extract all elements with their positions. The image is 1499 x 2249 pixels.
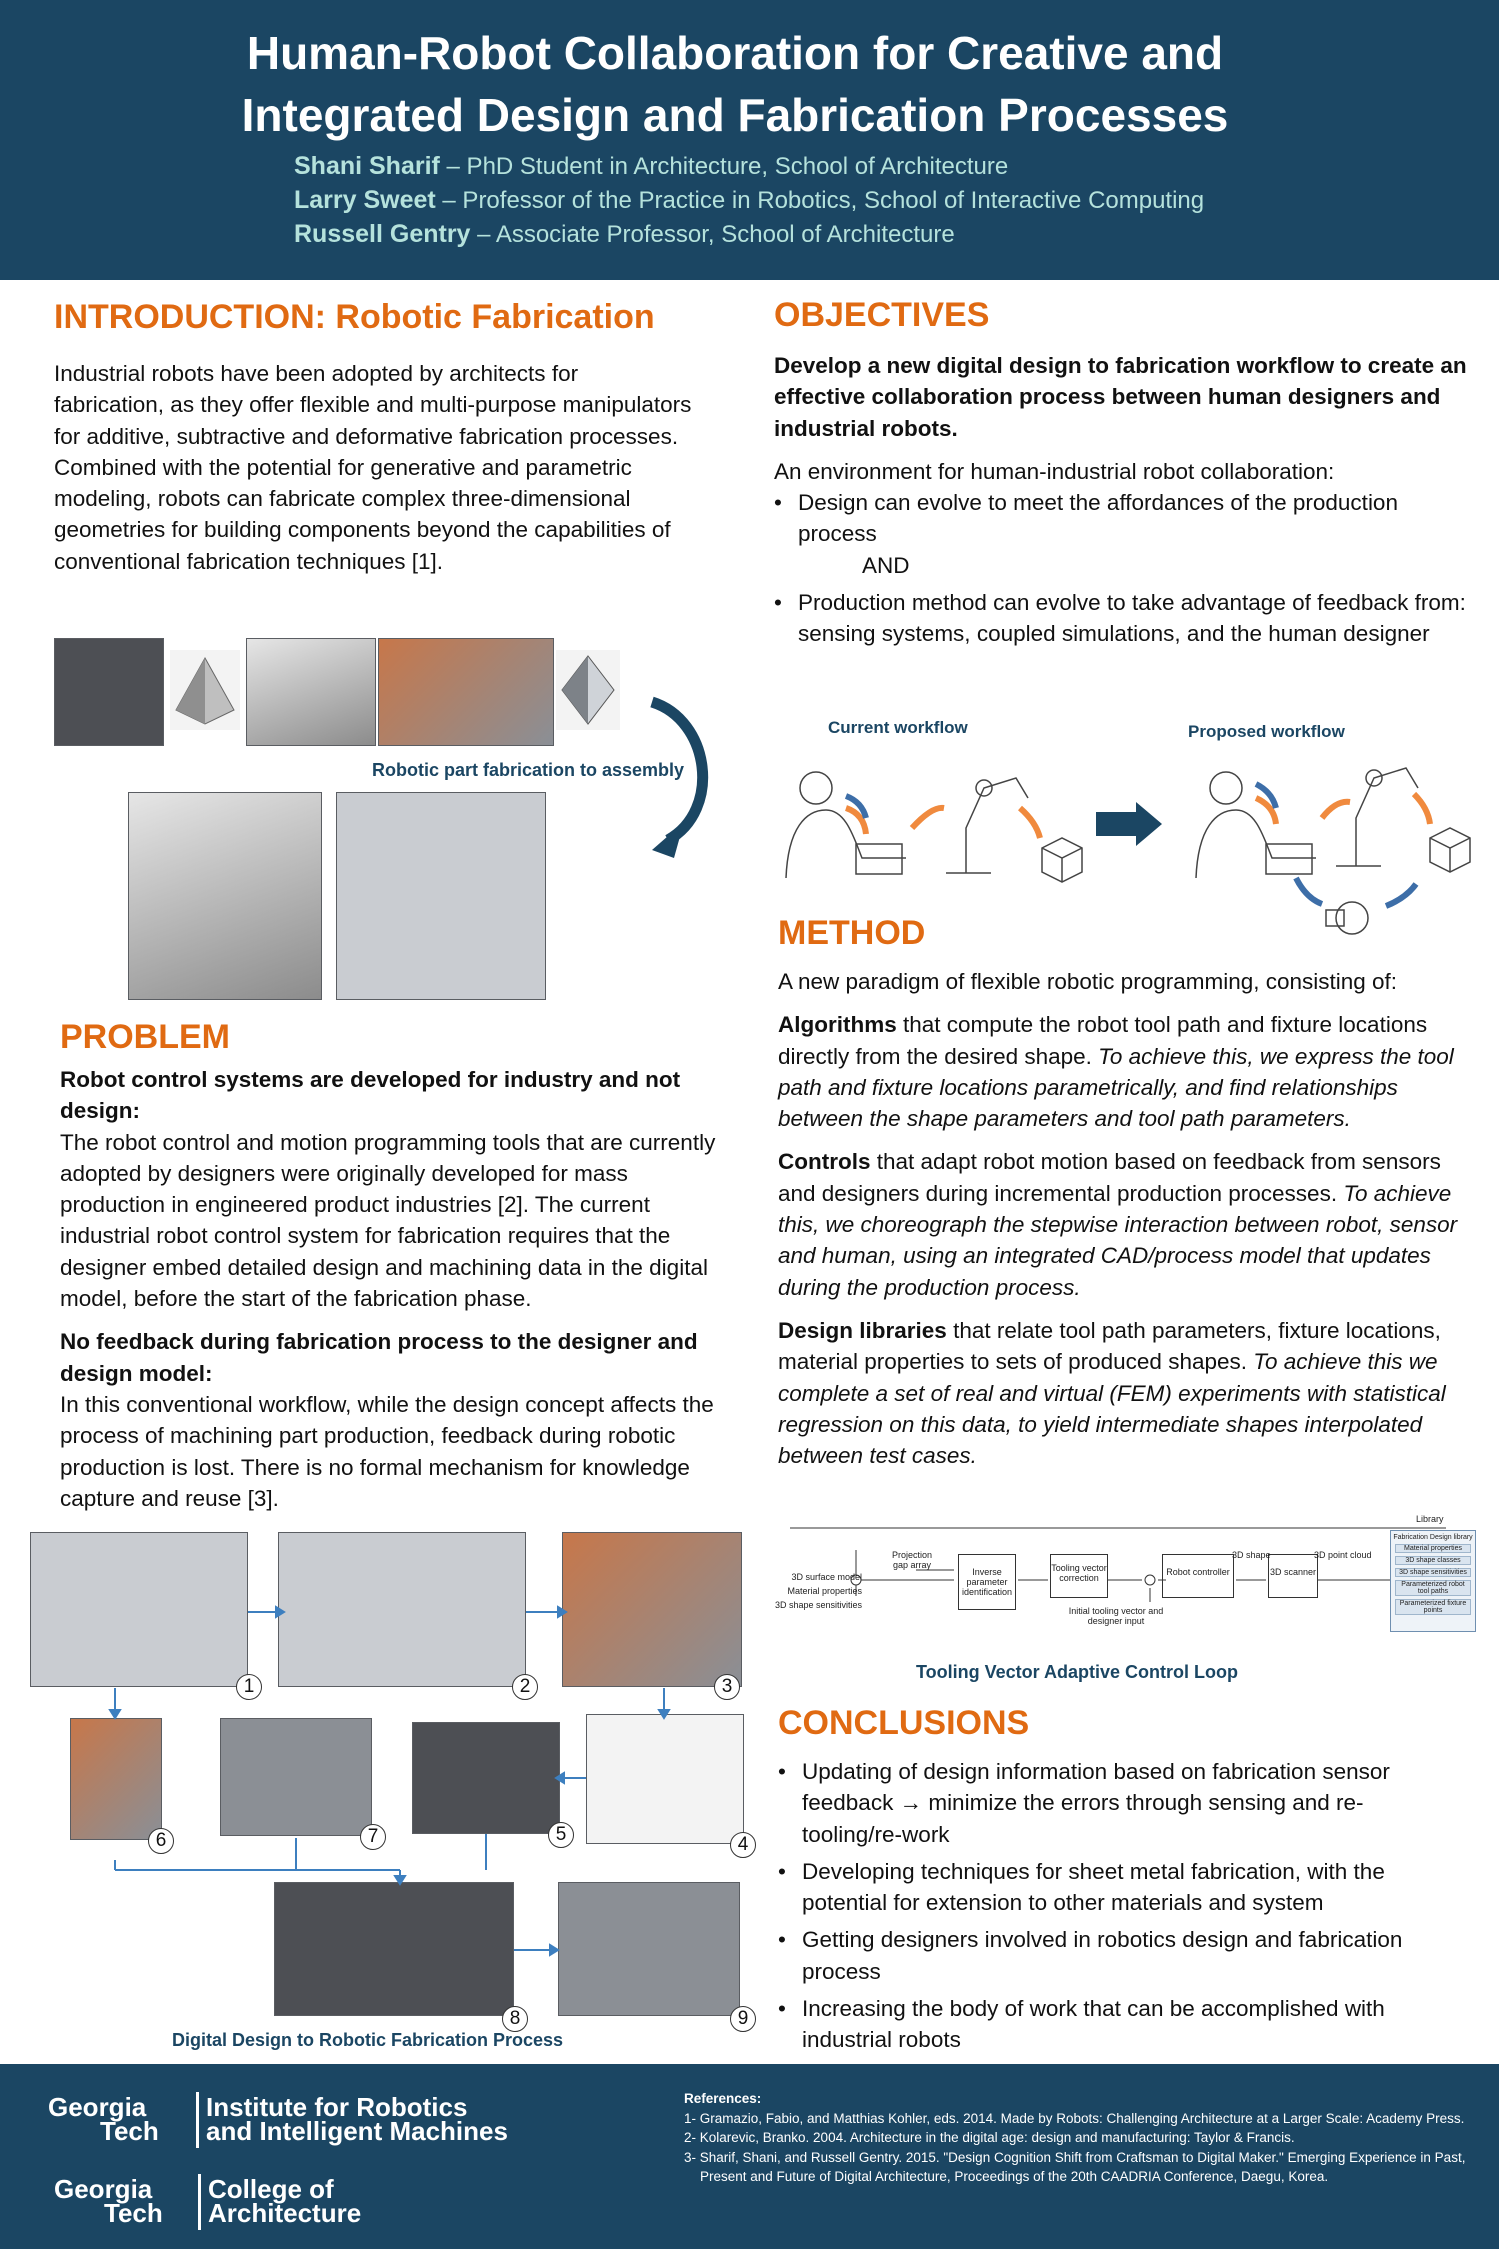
process-step-number-3: 3	[714, 1674, 740, 1700]
author-role: – PhD Student in Architecture, School of Architecture	[439, 153, 1009, 180]
objectives-bold-statement: Develop a new digital design to fabrication workflow to create an effective collaboration process between human designers and industrial robots.	[774, 353, 1467, 441]
library-box-title: Fabrication Design library	[1393, 1534, 1473, 1541]
library-box	[1390, 1530, 1476, 1632]
objectives-body	[774, 350, 1474, 656]
author-1	[294, 152, 1008, 181]
title-line-2: Integrated Design and Fabrication Processes	[241, 89, 1229, 141]
author-name: Shani Sharif	[294, 152, 440, 180]
author-role: – Professor of the Practice in Robotics, School of Interactive Computing	[435, 187, 1205, 214]
problem-paragraph-1: The robot control and motion programming tools that are currently adopted by designers were originally developed for mass production in engineered product industries [2]. The current industrial robot control system for fabrication requires that the designer embed detailed design and machining data in the digital model, before the start of the fabrication phase.	[60, 1129, 716, 1312]
conclusions-list	[778, 1756, 1458, 2056]
input-surface-model: 3D surface model	[791, 1572, 862, 1582]
control-loop-lines	[766, 1510, 1486, 1660]
reference-1: 1- Gramazio, Fabio, and Matthias Kohler, eds. 2014. Made by Robots: Challenging Architecture at a Larger Scale: Academy Press.	[684, 2110, 1465, 2126]
current-workflow-label: Current workflow	[828, 718, 968, 737]
logo-text: Georgia	[54, 2174, 153, 2204]
logo-text: Institute for Robotics	[206, 2092, 468, 2122]
references	[684, 2089, 1484, 2187]
robot-controller-box: Robot controller	[1162, 1554, 1234, 1598]
logo-divider	[196, 2092, 199, 2148]
objectives-list	[774, 487, 1474, 649]
poster-title	[140, 22, 1330, 146]
problem-body	[60, 1064, 730, 1526]
projection-gap-label: Projection gap array	[891, 1550, 933, 1570]
objectives-title: OBJECTIVES	[774, 296, 990, 334]
logo-divider	[198, 2174, 201, 2230]
control-loop-diagram	[766, 1510, 1486, 1660]
author-2	[294, 186, 1204, 215]
robot-cell-photo	[378, 638, 554, 746]
logo-text: Architecture	[208, 2198, 362, 2228]
method-controls-italic: To achieve this, we choreograph the stepwise interaction between robot, sensor and human, using an integrated CAD/process model that updates during the production process.	[778, 1180, 1458, 1300]
objectives-item-continuation: sensing systems, coupled simulations, and the human designer	[798, 621, 1430, 647]
logo-text: and Intelligent Machines	[206, 2116, 508, 2146]
control-loop-caption: Tooling Vector Adaptive Control Loop	[916, 1662, 1238, 1682]
method-controls-label: Controls	[778, 1149, 871, 1175]
conclusions-title: CONCLUSIONS	[778, 1704, 1030, 1742]
scanner-box: 3D scanner	[1268, 1554, 1318, 1598]
method-libraries-label: Design libraries	[778, 1317, 947, 1343]
conclusions-body	[778, 1756, 1458, 2062]
logo-text: Tech	[100, 2116, 159, 2146]
references-title: References:	[684, 2091, 762, 2106]
initial-vector-label: Initial tooling vector and designer input	[1068, 1606, 1164, 1626]
conclusions-item: • Developing techniques for sheet metal fabrication, with the potential for extension to other materials and system	[778, 1856, 1458, 1919]
reference-3: 3- Sharif, Shani, and Russell Gentry. 2015. "Design Cognition Shift from Craftsman to Digital Maker." Emerging Experience in Past, Present and Future of Digital Architecture, Proceedings of the 20th CAADRIA Conference, Daegu, Korea.	[684, 2149, 1466, 2184]
process-caption: Digital Design to Robotic Fabrication Process	[172, 2030, 564, 2050]
objectives-item	[774, 487, 1474, 581]
process-step-number-7: 7	[360, 1824, 386, 1850]
objectives-intro: An environment for human-industrial robot collaboration:	[774, 458, 1335, 484]
method-algorithms	[778, 1009, 1478, 1134]
method-algorithms-text: that compute the robot tool path and fixture locations directly from the desired shape.	[778, 1012, 1428, 1069]
logo-text: Georgia	[48, 2092, 147, 2122]
method-algorithms-italic: To achieve this, we express the tool path and fixture locations parametrically, and find relationships between the shape parameters and tool path parameters.	[778, 1043, 1454, 1132]
problem-heading-1: Robot control systems are developed for industry and not design:	[60, 1067, 681, 1124]
shape-label: 3D shape	[1232, 1550, 1271, 1560]
objectives-item-text: Production method can evolve to take advantage of feedback from:	[798, 590, 1466, 616]
problem-paragraph-2: In this conventional workflow, while the design concept affects the process of machining part production, feedback during robotic production is lost. There is no formal mechanism for knowledge capture and reuse [3].	[60, 1391, 714, 1511]
inverse-identification-box: Inverse parameter identification	[958, 1554, 1016, 1610]
proposed-workflow-label: Proposed workflow	[1188, 722, 1345, 741]
library-label: Library	[1416, 1514, 1444, 1524]
method-libraries-italic: To achieve this we complete a set of real and virtual (FEM) experiments with statistical regression on this data, to yield intermediate shapes interpolated between test cases.	[778, 1349, 1446, 1469]
title-line-1: Human-Robot Collaboration for Creative and	[246, 27, 1224, 79]
method-design-libraries	[778, 1315, 1478, 1471]
logo-text: College of	[208, 2174, 334, 2204]
introduction-caption: Robotic part fabrication to assembly	[372, 760, 685, 780]
poster-footer	[0, 2064, 1499, 2249]
process-step-number-8: 8	[502, 2006, 528, 2032]
author-name: Russell Gentry	[294, 220, 471, 248]
library-item: 3D shape classes	[1395, 1556, 1471, 1565]
input-material-properties: Material properties	[787, 1586, 862, 1596]
objectives-item-text: Design can evolve to meet the affordances of the production process	[798, 490, 1398, 547]
process-step-number-6: 6	[148, 1828, 174, 1854]
process-step-number-5: 5	[548, 1822, 574, 1848]
metal-panel-photo	[246, 638, 376, 746]
method-libraries-text: that relate tool path parameters, fixture locations, material properties to sets of produced shapes.	[778, 1317, 1441, 1375]
method-intro: A new paradigm of flexible robotic programming, consisting of:	[778, 969, 1398, 994]
method-algorithms-label: Algorithms	[778, 1012, 897, 1038]
input-shape-sensitivities: 3D shape sensitivities	[774, 1600, 862, 1610]
logo-text: Tech	[104, 2198, 163, 2228]
process-step-number-9: 9	[730, 2006, 756, 2032]
conclusions-item: • Increasing the body of work that can be accomplished with industrial robots	[778, 1993, 1458, 2056]
method-controls-text: that adapt robot motion based on feedback from sensors and designers during incremental production processes.	[778, 1149, 1441, 1206]
method-title: METHOD	[778, 914, 926, 952]
author-role: – Associate Professor, School of Architecture	[470, 221, 955, 248]
library-item: Material properties	[1395, 1544, 1471, 1553]
objectives-and: AND	[862, 552, 910, 578]
introduction-title: INTRODUCTION: Robotic Fabrication	[54, 298, 655, 336]
process-step-number-1: 1	[236, 1674, 262, 1700]
reference-2: 2- Kolarevic, Branko. 2004. Architecture in the digital age: design and manufacturing: Taylor & Francis.	[684, 2130, 1295, 2145]
introduction-body: Industrial robots have been adopted by architects for fabrication, as they offer flexible and multi-purpose manipulators for additive, subtractive and deformative fabrication processes. Combined with the potential for generative and parametric modeling, robots can fabricate complex three-dimensional geometries for building components beyond the capabilities of conventional fabrication techniques [1].	[54, 361, 692, 574]
installation-photo	[336, 792, 546, 1000]
library-item: Parameterized fixture points	[1395, 1599, 1471, 1615]
problem-heading-2: No feedback during fabrication process to the designer and design model:	[60, 1329, 698, 1386]
objectives-item	[774, 587, 1474, 650]
process-step-number-2: 2	[512, 1674, 538, 1700]
poster-header	[0, 0, 1499, 280]
library-item: Parameterized robot tool paths	[1395, 1580, 1471, 1596]
process-step-number-4: 4	[730, 1832, 756, 1858]
conclusions-item: • Getting designers involved in robotics design and fabrication process	[778, 1924, 1458, 1987]
method-controls	[778, 1146, 1478, 1302]
point-cloud-label: 3D point cloud	[1314, 1550, 1372, 1560]
author-name: Larry Sweet	[294, 186, 436, 214]
tooling-correction-box: Tooling vector correction	[1050, 1554, 1108, 1598]
pyramid-part-image	[170, 650, 240, 730]
robot-photo	[54, 638, 164, 746]
sculpture-photo	[128, 792, 322, 1000]
library-item: 3D shape sensitivities	[1395, 1568, 1471, 1577]
method-body	[778, 966, 1478, 1483]
folded-part-image	[556, 650, 620, 730]
author-3	[294, 220, 955, 249]
process-connectors	[0, 1520, 760, 2030]
conclusions-item: • Updating of design information based on fabrication sensor feedback → minimize the errors through sensing and re-tooling/re-work	[778, 1756, 1458, 1850]
problem-title: PROBLEM	[60, 1018, 230, 1056]
